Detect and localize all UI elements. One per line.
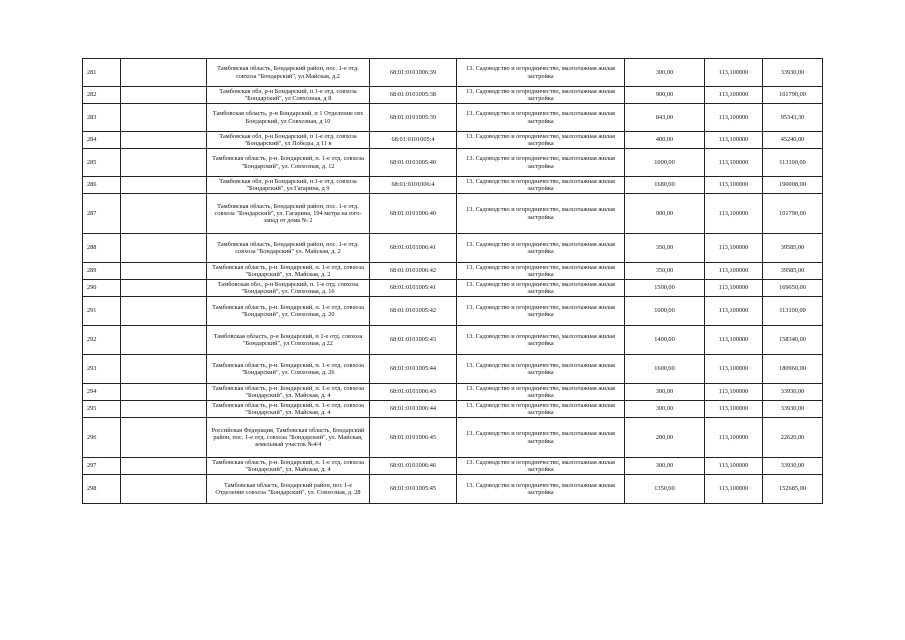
area-cell: 300,00: [625, 401, 705, 418]
rate-cell: 113,100000: [705, 149, 763, 177]
blank-cell: [121, 263, 207, 280]
rate-cell: 113,100000: [705, 384, 763, 401]
row-number-cell: 286: [83, 177, 121, 194]
table-row: [83, 104, 823, 132]
cadastral-value-cell: 158340,00: [763, 326, 823, 355]
cadastral-number-cell: 68:01:0101005:43: [370, 326, 457, 355]
cadastral-value-cell: 101790,00: [763, 194, 823, 234]
cadastral-value-cell: 45240,00: [763, 132, 823, 149]
address-cell: Тамбовская область, р-н. Бондарский, п. 1-е отд. совхоза "Бондарский", ул. Совхозная, д. 12: [207, 149, 370, 177]
rate-cell: 113,100000: [705, 59, 763, 87]
land-use-cell: 13. Садоводство и огородничество, малоэтажная жилая застройка: [457, 263, 625, 280]
row-number-cell: 281: [83, 59, 121, 87]
cadastral-value-cell: 101790,00: [763, 87, 823, 104]
area-cell: 400,00: [625, 132, 705, 149]
land-use-cell: 13. Садоводство и огородничество, малоэтажная жилая застройка: [457, 326, 625, 355]
blank-cell: [121, 475, 207, 504]
cadastral-value-cell: 190008,00: [763, 177, 823, 194]
table-row: [83, 458, 823, 475]
cadastral-number-cell: 68:01:0101006:45: [370, 418, 457, 458]
land-use-cell: 13. Садоводство и огородничество, малоэтажная жилая застройка: [457, 149, 625, 177]
cadastral-number-cell: 68:01:0101005:44: [370, 355, 457, 384]
rate-cell: 113,100000: [705, 132, 763, 149]
rate-cell: 113,100000: [705, 326, 763, 355]
land-use-cell: 13. Садоводство и огородничество, малоэтажная жилая застройка: [457, 401, 625, 418]
area-cell: 350,00: [625, 234, 705, 263]
table-row: [83, 132, 823, 149]
table-row: [83, 234, 823, 263]
blank-cell: [121, 177, 207, 194]
address-cell: Тамбовская область, Бондарский район, пос. 1-е отд. совхоза "Бондарский" ул. Майская, д. 2: [207, 234, 370, 263]
address-cell: Тамбовская область, р-н. Бондарский, п. 1-е отд. совхоза "Бондарский", ул. Майская, д. 4: [207, 384, 370, 401]
cadastral-value-cell: 152685,00: [763, 475, 823, 504]
address-cell: Тамбовская область, Бондарский район, пос 1-е Отделение совхоза "Бондарский", ул. Совхозная, д. 28: [207, 475, 370, 504]
rate-cell: 113,100000: [705, 475, 763, 504]
row-number-cell: 282: [83, 87, 121, 104]
row-number-cell: 287: [83, 194, 121, 234]
table-row: [83, 177, 823, 194]
area-cell: 200,00: [625, 418, 705, 458]
row-number-cell: 296: [83, 418, 121, 458]
cadastral-value-table: [82, 58, 823, 504]
table-row: [83, 149, 823, 177]
land-use-cell: 13. Садоводство и огородничество, малоэтажная жилая застройка: [457, 280, 625, 297]
rate-cell: 113,100000: [705, 263, 763, 280]
address-cell: Тамбовская область, р-н. Бондарский, п. 1-е отд. совхоза "Бондарский", ул. Совхозная, д. 20: [207, 297, 370, 326]
area-cell: 843,00: [625, 104, 705, 132]
area-cell: 1400,00: [625, 326, 705, 355]
cadastral-number-cell: 68:01:0101006:40: [370, 194, 457, 234]
area-cell: 300,00: [625, 384, 705, 401]
cadastral-value-cell: 113100,00: [763, 149, 823, 177]
land-use-cell: 13. Садоводство и огородничество, малоэтажная жилая застройка: [457, 132, 625, 149]
row-number-cell: 289: [83, 263, 121, 280]
area-cell: 1500,00: [625, 280, 705, 297]
land-use-cell: 13. Садоводство и огородничество, малоэтажная жилая застройка: [457, 418, 625, 458]
land-use-cell: 13. Садоводство и огородничество, малоэтажная жилая застройка: [457, 87, 625, 104]
area-cell: 1350,00: [625, 475, 705, 504]
rate-cell: 113,100000: [705, 297, 763, 326]
table-row: [83, 384, 823, 401]
rate-cell: 113,100000: [705, 87, 763, 104]
area-cell: 350,00: [625, 263, 705, 280]
table-row: [83, 194, 823, 234]
cadastral-number-cell: 68:01:0101005:40: [370, 149, 457, 177]
cadastral-number-cell: 68:01:0101006:4: [370, 177, 457, 194]
cadastral-value-cell: 39585,00: [763, 263, 823, 280]
land-use-cell: 13. Садоводство и огородничество, малоэтажная жилая застройка: [457, 59, 625, 87]
address-cell: Российская Федерация, Тамбовская область, Бондарский район, пос. 1-е отд. совхоза "Бондарский", ул. Майская, земельный участок №4/4: [207, 418, 370, 458]
land-use-cell: 13. Садоводство и огородничество, малоэтажная жилая застройка: [457, 297, 625, 326]
land-use-cell: 13. Садоводство и огородничество, малоэтажная жилая застройка: [457, 177, 625, 194]
rate-cell: 113,100000: [705, 194, 763, 234]
area-cell: 900,00: [625, 194, 705, 234]
row-number-cell: 291: [83, 297, 121, 326]
cadastral-number-cell: 68:01:0101006:42: [370, 263, 457, 280]
blank-cell: [121, 418, 207, 458]
blank-cell: [121, 297, 207, 326]
table-row: [83, 263, 823, 280]
cadastral-value-cell: 33930,00: [763, 458, 823, 475]
land-use-cell: 13. Садоводство и огородничество, малоэтажная жилая застройка: [457, 355, 625, 384]
row-number-cell: 298: [83, 475, 121, 504]
rate-cell: 113,100000: [705, 458, 763, 475]
area-cell: 1680,00: [625, 177, 705, 194]
area-cell: 300,00: [625, 458, 705, 475]
row-number-cell: 283: [83, 104, 121, 132]
cadastral-value-cell: 95343,30: [763, 104, 823, 132]
blank-cell: [121, 132, 207, 149]
cadastral-number-cell: 68:01:0101005:45: [370, 475, 457, 504]
cadastral-number-cell: 68:01:0101005:42: [370, 297, 457, 326]
row-number-cell: 285: [83, 149, 121, 177]
area-cell: 300,00: [625, 59, 705, 87]
table-row: [83, 297, 823, 326]
cadastral-value-cell: 22620,00: [763, 418, 823, 458]
land-use-cell: 13. Садоводство и огородничество, малоэтажная жилая застройка: [457, 384, 625, 401]
table-row: [83, 280, 823, 297]
table-body: [83, 59, 823, 504]
rate-cell: 113,100000: [705, 355, 763, 384]
address-cell: Тамбовская область, р-н Бондарский, п 1-е отд. совхоза "Бондарский", ул Совхозная, д 22: [207, 326, 370, 355]
row-number-cell: 293: [83, 355, 121, 384]
cadastral-table-sheet: [82, 58, 822, 504]
blank-cell: [121, 326, 207, 355]
blank-cell: [121, 384, 207, 401]
rate-cell: 113,100000: [705, 177, 763, 194]
address-cell: Тамбовская область, р-н. Бондарский, п. 1-е отд. совхоза "Бондарский", ул. Майская, д. 4: [207, 458, 370, 475]
blank-cell: [121, 234, 207, 263]
land-use-cell: 13. Садоводство и огородничество, малоэтажная жилая застройка: [457, 104, 625, 132]
blank-cell: [121, 194, 207, 234]
address-cell: Тамбовская обл, р-н Бондарский, п 1-е отд. совхоза "Бондарский", ул Победы, д 11 в: [207, 132, 370, 149]
table-row: [83, 59, 823, 87]
cadastral-value-cell: 33930,00: [763, 401, 823, 418]
row-number-cell: 288: [83, 234, 121, 263]
cadastral-value-cell: 39585,00: [763, 234, 823, 263]
address-cell: Тамбовская обл, р-н Бондарский, п 1-е отд. совхоза "Бондарский", ул Совхозная, д 8: [207, 87, 370, 104]
cadastral-number-cell: 68:01:0101006:44: [370, 401, 457, 418]
table-row: [83, 87, 823, 104]
table-row: [83, 475, 823, 504]
address-cell: Тамбовская область, р-н. Бондарский, п. 1-е отд. совхоза "Бондарский", ул. Майская, д. 2: [207, 263, 370, 280]
cadastral-value-cell: 33930,00: [763, 384, 823, 401]
cadastral-number-cell: 68:01:0101006:46: [370, 458, 457, 475]
row-number-cell: 294: [83, 384, 121, 401]
rate-cell: 113,100000: [705, 418, 763, 458]
table-row: [83, 355, 823, 384]
rate-cell: 113,100000: [705, 280, 763, 297]
land-use-cell: 13. Садоводство и огородничество, малоэтажная жилая застройка: [457, 475, 625, 504]
row-number-cell: 297: [83, 458, 121, 475]
address-cell: Тамбовская область, Бондарский район, пос. 1-е отд. совхоза "Бондарский", ул. Гагарина, 194 метра на юго-запад от дома № 2: [207, 194, 370, 234]
cadastral-number-cell: 68:01:0101005:41: [370, 280, 457, 297]
rate-cell: 113,100000: [705, 234, 763, 263]
cadastral-value-cell: 33930,00: [763, 59, 823, 87]
cadastral-number-cell: 68:01:0101006:39: [370, 59, 457, 87]
rate-cell: 113,100000: [705, 104, 763, 132]
blank-cell: [121, 104, 207, 132]
cadastral-number-cell: 68:01:0101006:41: [370, 234, 457, 263]
blank-cell: [121, 401, 207, 418]
row-number-cell: 290: [83, 280, 121, 297]
row-number-cell: 295: [83, 401, 121, 418]
blank-cell: [121, 87, 207, 104]
table-row: [83, 326, 823, 355]
cadastral-number-cell: 68:01:0101005:39: [370, 104, 457, 132]
area-cell: 1000,00: [625, 149, 705, 177]
address-cell: Тамбовская область, р-н Бондарский, п 1 Отделение свх Бондарский, ул Совхозная, д 10: [207, 104, 370, 132]
blank-cell: [121, 458, 207, 475]
address-cell: Тамбовская обл., р-н Бондарский, п. 1-е отд. совхоза "Бондарский", ул. Совхозная, д. 16: [207, 280, 370, 297]
land-use-cell: 13. Садоводство и огородничество, малоэтажная жилая застройка: [457, 234, 625, 263]
table-row: [83, 401, 823, 418]
area-cell: 900,00: [625, 87, 705, 104]
rate-cell: 113,100000: [705, 401, 763, 418]
blank-cell: [121, 149, 207, 177]
land-use-cell: 13. Садоводство и огородничество, малоэтажная жилая застройка: [457, 194, 625, 234]
row-number-cell: 284: [83, 132, 121, 149]
cadastral-value-cell: 180960,00: [763, 355, 823, 384]
address-cell: Тамбовская область, р-н. Бондарский, п. 1-е отд. совхоза "Бондарский", ул. Майская, д. 4: [207, 401, 370, 418]
area-cell: 1600,00: [625, 355, 705, 384]
land-use-cell: 13. Садоводство и огородничество, малоэтажная жилая застройка: [457, 458, 625, 475]
cadastral-number-cell: 68:01:0101006:43: [370, 384, 457, 401]
blank-cell: [121, 59, 207, 87]
address-cell: Тамбовская область, Бондарский район, пос. 1-е отд. совхоза "Бондарский", ул.Майская, д.2: [207, 59, 370, 87]
table-row: [83, 418, 823, 458]
cadastral-number-cell: 68:01:0101005:38: [370, 87, 457, 104]
address-cell: Тамбовская область, р-н. Бондарский, п. 1-е отд. совхоза "Бондарский", ул. Совхозная, д. 26: [207, 355, 370, 384]
area-cell: 1000,00: [625, 297, 705, 326]
cadastral-number-cell: 68:01:0101005:4: [370, 132, 457, 149]
blank-cell: [121, 280, 207, 297]
cadastral-value-cell: 113100,00: [763, 297, 823, 326]
address-cell: Тамбовская обл, р-н Бондарский, п 1-е отд. совхоза "Бондарский", ул Гагарина, д 9: [207, 177, 370, 194]
row-number-cell: 292: [83, 326, 121, 355]
blank-cell: [121, 355, 207, 384]
cadastral-value-cell: 169650,00: [763, 280, 823, 297]
